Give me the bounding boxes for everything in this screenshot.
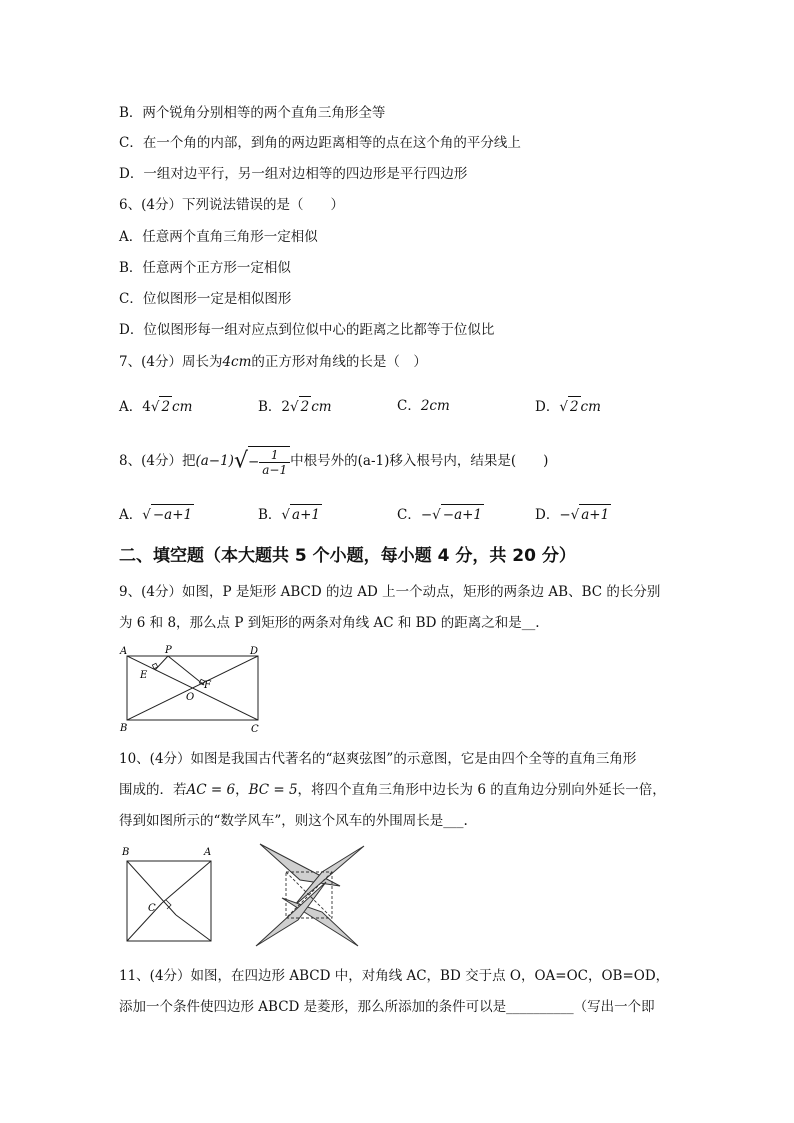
q6-option-c: C．位似图形一定是相似图形 xyxy=(119,291,292,307)
option-label: C． xyxy=(397,398,421,414)
windmill-blade-top-left xyxy=(260,844,340,886)
option-label: D． xyxy=(535,507,560,523)
label-b: B xyxy=(122,847,130,858)
radicand: 2 xyxy=(159,396,172,417)
q10-stem-line2 xyxy=(119,781,666,799)
q9-stem-line1: 9、(4分）如图，P 是矩形 ABCD 的边 AD 上一个动点，矩形的两条边 AB、BC 的长分别 xyxy=(119,584,661,600)
q6-option-d: D．位似图形每一组对应点到位似中心的距离之比都等于位似比 xyxy=(119,322,495,338)
label-p: P xyxy=(165,645,172,656)
segment-pf xyxy=(168,656,204,685)
q8-option-a: A．√ −a+1 xyxy=(119,504,194,525)
option-label: D． xyxy=(535,399,560,415)
option-label: A． xyxy=(119,399,143,415)
label-a: A xyxy=(120,646,128,657)
label-a: A xyxy=(204,847,212,858)
q8-option-c: C．−√ −a+1 xyxy=(397,504,484,525)
radicand: 2 xyxy=(299,396,312,417)
unit: cm xyxy=(311,399,332,415)
q9-stem-line2: 为 6 和 8，那么点 P 到矩形的两条对角线 AC 和 BD 的距离之和是__. xyxy=(119,615,540,631)
q10-text-sep: ， xyxy=(235,782,249,798)
q5-option-c: C．在一个角的内部，到角的两边距离相等的点在这个角的平分线上 xyxy=(119,135,521,151)
q8-fraction-num: 1 xyxy=(259,448,290,463)
coef: 2 xyxy=(281,399,291,415)
option-label: B． xyxy=(258,507,282,523)
radicand: a+1 xyxy=(579,504,611,525)
q7-option-c xyxy=(397,396,450,416)
q8-stem xyxy=(119,444,548,479)
line-inner-to-corner xyxy=(176,915,211,941)
sign: − xyxy=(420,507,433,523)
q7-option-b: B．2√ 2 cm xyxy=(258,396,332,417)
q5-option-b: B．两个锐角分别相等的两个直角三角形全等 xyxy=(119,105,386,121)
math-windmill-figure xyxy=(250,842,370,950)
q8-option-b: B．√ a+1 xyxy=(258,504,322,525)
label-e: E xyxy=(140,670,148,681)
outer-square xyxy=(127,861,211,941)
coef: 4 xyxy=(142,399,151,415)
q7-stem-math: 4cm xyxy=(222,354,252,370)
q10-stem-line3: 得到如图所示的“数学风车”，则这个风车的外围周长是___. xyxy=(119,813,468,829)
q9-rectangle-figure xyxy=(118,644,268,736)
unit: 2cm xyxy=(420,398,450,414)
option-label: B． xyxy=(258,399,282,415)
label-b: B xyxy=(120,723,128,734)
segment-pe xyxy=(155,656,168,670)
line-a-to-c xyxy=(162,861,211,903)
q10-math-bc: BC = 5 xyxy=(248,782,298,798)
q8-radicand: − $\frac{1}{a-1}$ xyxy=(248,446,290,477)
radical-sign-icon: √ xyxy=(233,448,248,474)
q6-stem: 6、(4分）下列说法错误的是（ ） xyxy=(119,197,344,213)
q8-option-d: D．−√ a+1 xyxy=(535,504,611,525)
radicand: 2 xyxy=(568,396,581,417)
unit: cm xyxy=(580,399,601,415)
q7-stem xyxy=(119,353,427,371)
q7-stem-post: 的正方形对角线的长是（ ） xyxy=(251,354,427,370)
line-c-down xyxy=(127,903,162,941)
label-o: O xyxy=(186,692,195,703)
section-heading: 二、填空题（本大题共 5 个小题，每小题 4 分，共 20 分） xyxy=(119,546,576,566)
q6-option-a: A．任意两个直角三角形一定相似 xyxy=(119,229,318,245)
q8-stem-pre: 8、(4分）把 xyxy=(119,453,196,469)
q11-stem-line2: 添加一个条件使四边形 ABCD 是菱形，那么所添加的条件可以是__________（写出一个即 xyxy=(119,999,655,1015)
q8-stem-math: (a−1) xyxy=(195,453,234,469)
option-label: C． xyxy=(397,507,421,523)
q8-fraction xyxy=(259,448,290,477)
q8-stem-post: 中根号外的(a-1)移入根号内，结果是( ) xyxy=(290,453,549,469)
zhao-shuang-figure xyxy=(118,842,218,944)
q7-stem-pre: 7、(4分）周长为 xyxy=(119,354,223,370)
radicand: −a+1 xyxy=(441,504,484,525)
q10-text-b: ，将四个直角三角形中边长为 6 的直角边分别向外延长一倍， xyxy=(297,782,666,798)
q11-stem-line1: 11、(4分）如图，在四边形 ABCD 中，对角线 AC，BD 交于点 O，OA=OC，OB=OD， xyxy=(119,968,670,984)
label-c: C xyxy=(148,903,156,914)
q8-fraction-den: a−1 xyxy=(262,463,288,477)
unit: cm xyxy=(172,399,193,415)
sign: − xyxy=(559,507,571,523)
q7-option-a: A．4√ 2 cm xyxy=(119,396,192,417)
label-d: D xyxy=(250,646,259,657)
q6-option-b: B．任意两个正方形一定相似 xyxy=(119,260,291,276)
option-label: A． xyxy=(119,507,143,523)
q10-math-ac: AC = 6 xyxy=(186,782,236,798)
q7-option-d: D．√ 2 cm xyxy=(535,396,601,417)
q10-stem-line1: 10、(4分）如图是我国古代著名的“赵爽弦图”的示意图，它是由四个全等的直角三角形 xyxy=(119,751,637,767)
label-f: F xyxy=(204,680,211,691)
radicand: −a+1 xyxy=(151,504,194,525)
label-c: C xyxy=(251,724,259,735)
q10-text-a: 围成的．若 xyxy=(119,782,187,798)
q5-option-d: D．一组对边平行，另一组对边相等的四边形是平行四边形 xyxy=(119,166,468,182)
radicand: a+1 xyxy=(290,504,322,525)
